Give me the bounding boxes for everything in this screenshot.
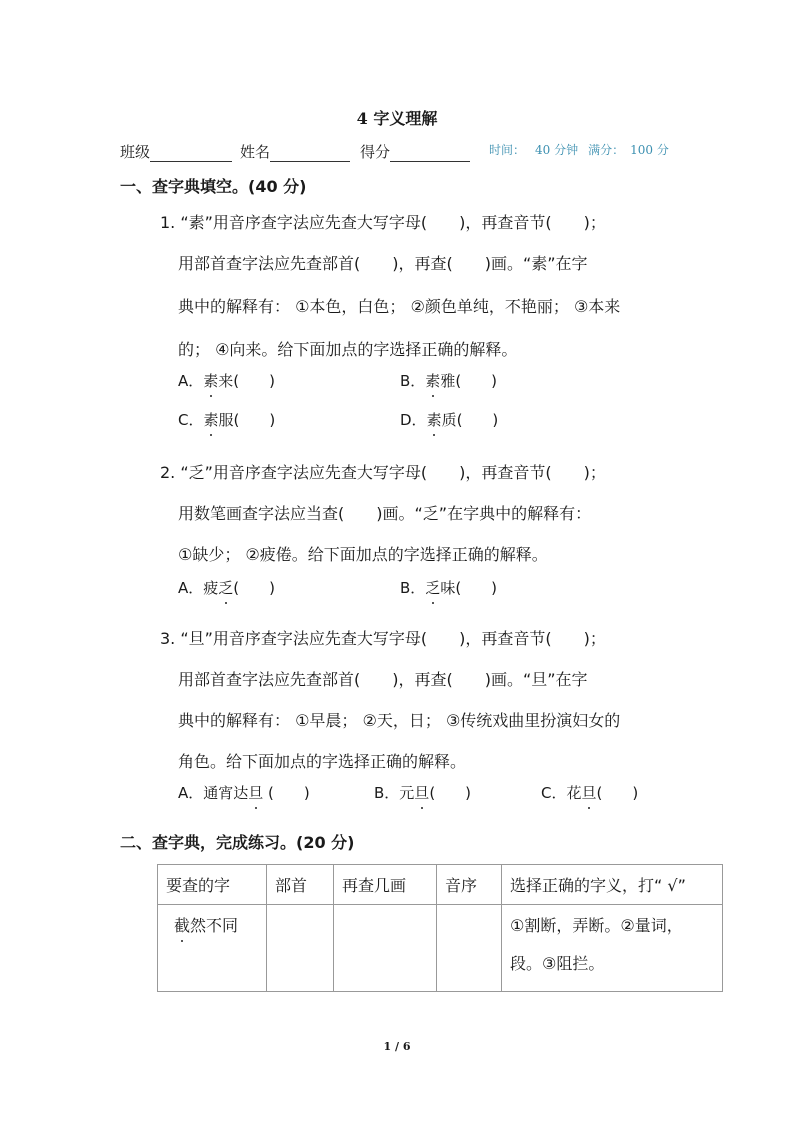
score-label: 得分 (360, 143, 391, 161)
time-value: 40 分钟 (535, 143, 579, 157)
q2-option-b[interactable] (400, 577, 497, 598)
q2-line2: 用数笔画查字法应当查( )画。“乏”在字典中的解释有： (178, 504, 592, 523)
section1-heading: 一、查字典填空。(40 分) (120, 177, 307, 196)
name-field (240, 141, 350, 162)
header-cell: 选择正确的字义，打“ √” (502, 865, 723, 905)
class-label: 班级 (120, 143, 151, 161)
option-suffix: ( ) (596, 784, 639, 802)
score-blank[interactable] (390, 145, 470, 162)
q1-option-b[interactable] (400, 370, 497, 391)
q1-option-c[interactable] (178, 409, 275, 430)
dotted-char: 旦 (414, 784, 430, 802)
q1-line2: 用部首查字法应先查部首( )，再查( )画。“素”在字 (178, 254, 588, 273)
meanings-line1: ①割断，弄断。②量词， (510, 916, 683, 935)
radical-answer-cell[interactable] (267, 905, 334, 992)
dictionary-table (157, 864, 723, 992)
section2-heading: 二、查字典，完成练习。(20 分) (120, 833, 355, 852)
score-field (360, 141, 470, 162)
dotted-char: 素 (426, 411, 442, 429)
option-prefix: D． (400, 411, 427, 429)
option-suffix: 服( ) (218, 411, 276, 429)
time-info (489, 141, 679, 158)
page-number: 1 / 6 (383, 1040, 411, 1053)
dotted-char: 乏 (218, 579, 234, 597)
q2-line1: 2. “乏”用音序查字法应先查大写字母( )，再查音节( )； (160, 463, 606, 482)
option-suffix: ( ) (233, 579, 275, 597)
option-suffix: 雅( ) (440, 372, 498, 390)
option-prefix: A．疲 (178, 579, 219, 597)
page-title: 4 字义理解 (356, 109, 438, 128)
header-cell: 音序 (437, 865, 502, 905)
table-header-row (158, 865, 723, 905)
dotted-char: 素 (203, 411, 219, 429)
header-cell: 再查几画 (334, 865, 437, 905)
dotted-char: 截 (174, 913, 190, 936)
q3-option-c[interactable] (541, 782, 638, 803)
option-prefix: B．元 (374, 784, 415, 802)
header-cell: 部首 (267, 865, 334, 905)
q3-option-a[interactable] (178, 782, 310, 803)
option-prefix: C． (178, 411, 204, 429)
dotted-char: 旦 (248, 784, 264, 802)
option-prefix: A．通宵达 (178, 784, 249, 802)
q1-line4: 的； ④向来。给下面加点的字选择正确的解释。 (178, 340, 518, 359)
q2-option-a[interactable] (178, 577, 275, 598)
class-blank[interactable] (150, 145, 232, 162)
option-suffix: ( ) (263, 784, 310, 802)
dotted-char: 旦 (581, 784, 597, 802)
option-suffix: 来( ) (218, 372, 275, 390)
q3-line4: 角色。给下面加点的字选择正确的解释。 (178, 752, 467, 771)
option-prefix: A． (178, 372, 204, 390)
word-cell (158, 905, 267, 992)
q1-line1: 1. “素”用音序查字法应先查大写字母( )，再查音节( )； (160, 213, 606, 232)
name-blank[interactable] (270, 145, 350, 162)
option-prefix: B． (400, 372, 426, 390)
header-cell: 要查的字 (158, 865, 267, 905)
q3-line1: 3. “旦”用音序查字法应先查大写字母( )，再查音节( )； (160, 629, 606, 648)
dotted-char: 乏 (425, 579, 441, 597)
name-label: 姓名 (240, 143, 271, 161)
option-prefix: B． (400, 579, 426, 597)
q3-line2: 用部首查字法应先查部首( )，再查( )画。“旦”在字 (178, 670, 588, 689)
q1-option-a[interactable] (178, 370, 275, 391)
meanings-line2: 段。③阻拦。 (510, 954, 605, 973)
strokes-answer-cell[interactable] (334, 905, 437, 992)
q1-line3: 典中的解释有： ①本色，白色； ②颜色单纯，不艳丽； ③本来 (178, 297, 621, 316)
q1-option-d[interactable] (400, 409, 498, 430)
class-field (120, 141, 232, 162)
option-prefix: C．花 (541, 784, 582, 802)
table-row (158, 905, 723, 992)
dotted-char: 素 (425, 372, 441, 390)
option-suffix: 质( ) (441, 411, 499, 429)
option-suffix: ( ) (429, 784, 472, 802)
full-value: 100 分 (630, 143, 669, 157)
letter-answer-cell[interactable] (437, 905, 502, 992)
word-rest: 然不同 (190, 916, 239, 935)
dotted-char: 素 (203, 372, 219, 390)
time-label: 时间： (489, 143, 526, 157)
option-suffix: 味( ) (440, 579, 498, 597)
q2-line3: ①缺少； ②疲倦。给下面加点的字选择正确的解释。 (178, 545, 548, 564)
q3-option-b[interactable] (374, 782, 471, 803)
meanings-cell[interactable] (502, 905, 723, 992)
full-label: 满分： (588, 143, 625, 157)
q3-line3: 典中的解释有： ①早晨； ②天，日； ③传统戏曲里扮演妇女的 (178, 711, 621, 730)
